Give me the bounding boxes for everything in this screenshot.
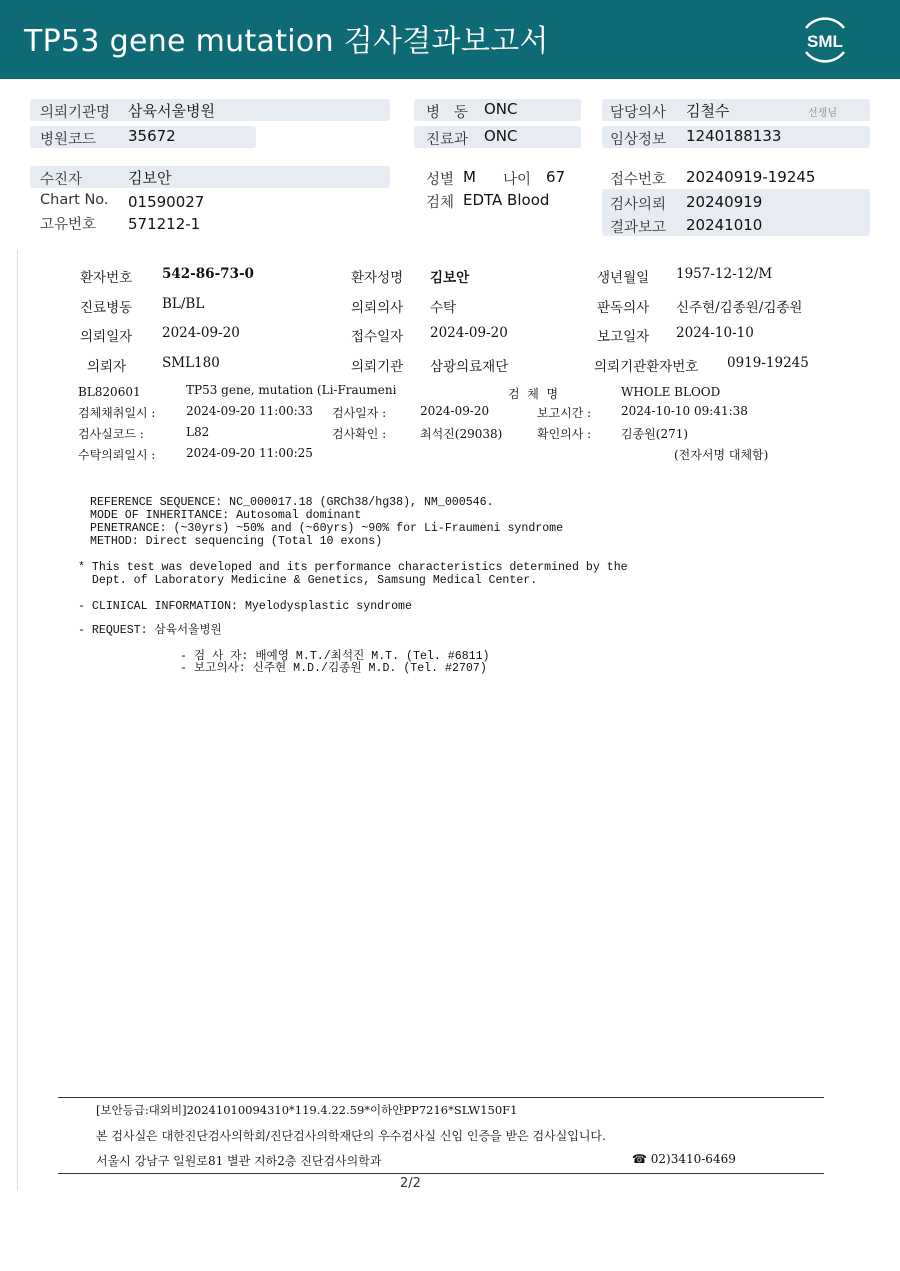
reviewer-value: 신주현/김종원/김종원: [676, 300, 803, 316]
verify-value: 최석진(29038): [420, 427, 503, 441]
requester-value: SML180: [162, 355, 220, 371]
sml-logo-icon: [797, 12, 853, 68]
reviewer-label: 판독의사: [597, 300, 650, 316]
ref-line-4: METHOD: Direct sequencing (Total 10 exons): [90, 535, 383, 548]
report-title: TP53 gene mutation 검사결과보고서: [24, 24, 549, 59]
repdate-label: 보고일자: [597, 329, 650, 345]
doc-specimen-label: 검 체 명: [508, 387, 559, 401]
pname-label: 환자성명: [351, 270, 404, 286]
dob-label: 생년월일: [597, 270, 650, 286]
verify-label: 검사확인 :: [332, 427, 387, 441]
physician-label: 의뢰의사: [351, 300, 404, 316]
uid-value: 571212-1: [128, 215, 201, 233]
dward-value: BL/BL: [162, 296, 205, 312]
doctor-value: 김철수: [686, 102, 730, 120]
physician-value: 수탁: [430, 300, 457, 316]
patient-row: [30, 166, 390, 188]
dob-value: 1957-12-12/M: [676, 266, 773, 282]
footer-bottom-rule: [58, 1173, 824, 1174]
request-info: - REQUEST: 삼육서울병원: [78, 624, 222, 637]
specimen-value: EDTA Blood: [463, 191, 550, 209]
req-label: 검사의뢰: [610, 197, 667, 213]
footer-top-rule: [58, 1097, 824, 1098]
instno-label: 의뢰기관환자번호: [594, 359, 699, 375]
age-label: 나이: [503, 172, 532, 188]
address-line: 서울시 강남구 일원로81 별관 지하2층 진단검사의학과: [96, 1154, 382, 1168]
ref-line-1: REFERENCE SEQUENCE: NC_000017.18 (GRCh38/hg38), NM_000546.: [90, 496, 494, 509]
reporter-info: - 보고의사: 신주현 M.D./김종원 M.D. (Tel. #2707): [180, 662, 487, 675]
collect-value: 2024-09-20 11:00:33: [186, 404, 313, 418]
ref-line-2: MODE OF INHERITANCE: Autosomal dominant: [90, 509, 362, 522]
patient-value: 김보안: [128, 169, 172, 187]
inst-label: 의뢰기관: [351, 359, 404, 375]
ref-org-label: 의뢰기관명: [40, 105, 111, 121]
testdate-label: 검사일자 :: [332, 406, 387, 420]
report-label: 결과보고: [610, 220, 667, 236]
receipt-value: 20240919-19245: [686, 168, 816, 186]
note-line-1: * This test was developed and its performance characteristics determined by the: [78, 561, 628, 574]
reqdate-value: 2024-09-20: [162, 325, 240, 341]
reptime-label: 보고시간 :: [537, 406, 592, 420]
scanned-report: [17, 250, 884, 1190]
certification-line: 본 검사실은 대한진단검사의학회/진단검사의학재단의 우수검사실 신임 인증을 받은 검사실입니다.: [96, 1129, 606, 1143]
clinical-info: - CLINICAL INFORMATION: Myelodysplastic syndrome: [78, 600, 412, 613]
confirm-value: 김종원(271): [621, 427, 689, 441]
entrust-value: 2024-09-20 11:00:25: [186, 446, 313, 460]
reqdate-label: 의뢰일자: [80, 329, 133, 345]
test-code: BL820601: [78, 385, 141, 399]
sex-label: 성별: [426, 172, 455, 188]
reptime-value: 2024-10-10 09:41:38: [621, 404, 748, 418]
note-line-2: Dept. of Laboratory Medicine & Genetics, Samsung Medical Center.: [78, 574, 538, 587]
confirm-label: 확인의사 :: [537, 427, 592, 441]
phone-line: ☎ 02)3410-6469: [632, 1152, 736, 1166]
report-value: 20241010: [686, 216, 763, 234]
recdate-value: 2024-09-20: [430, 325, 508, 341]
dward-label: 진료병동: [80, 300, 133, 316]
lab-value: L82: [186, 425, 210, 439]
report-header: [0, 0, 900, 79]
hosp-code-value: 35672: [128, 127, 176, 145]
inst-value: 삼광의료재단: [430, 359, 509, 375]
collect-label: 검체채취일시 :: [78, 406, 156, 420]
clinical-value: 1240188133: [686, 127, 782, 145]
entrust-label: 수탁의뢰일시 :: [78, 448, 156, 462]
tester-info: - 검 사 자: 배예영 M.T./최석진 M.T. (Tel. #6811): [180, 650, 490, 663]
security-line: [보안등급:대외비]20241010094310*119.4.22.59*이하얀PP7216*SLW150F1: [96, 1103, 518, 1117]
hosp-code-label: 병원코드: [40, 132, 97, 148]
pname-value: 김보안: [430, 270, 470, 286]
dept-value: ONC: [484, 127, 518, 145]
doctor-label: 담당의사: [610, 105, 667, 121]
ward-value: ONC: [484, 100, 518, 118]
dept-label: 진료과: [426, 132, 469, 148]
specimen-label: 검체: [426, 195, 455, 211]
uid-label: 고유번호: [40, 217, 97, 233]
chart-value: 01590027: [128, 193, 205, 211]
ref-org-value: 삼육서울병원: [128, 102, 215, 120]
pid-value: 542-86-73-0: [162, 266, 254, 282]
chart-label: Chart No.: [40, 192, 109, 208]
logo-text: SML: [807, 32, 843, 51]
requester-label: 의뢰자: [87, 359, 127, 375]
testdate-value: 2024-09-20: [420, 404, 490, 418]
req-value: 20240919: [686, 193, 763, 211]
ward-label: 병 동: [426, 105, 468, 121]
doc-specimen-value: WHOLE BLOOD: [621, 385, 721, 399]
patient-label: 수진자: [40, 172, 83, 188]
repdate-value: 2024-10-10: [676, 325, 754, 341]
ref-line-3: PENETRANCE: (~30yrs) ~50% and (~60yrs) ~90% for Li-Fraumeni syndrome: [90, 522, 564, 535]
pid-label: 환자번호: [80, 270, 133, 286]
doctor-suffix: 선생님: [808, 108, 837, 119]
esign-note: (전자서명 대체함): [674, 448, 769, 462]
age-value: 67: [546, 168, 566, 186]
lab-label: 검사실코드 :: [78, 427, 144, 441]
receipt-label: 접수번호: [610, 172, 667, 188]
sex-value: M: [463, 168, 476, 186]
test-name: TP53 gene, mutation (Li-Fraumeni: [186, 383, 397, 397]
clinical-label: 임상정보: [610, 132, 667, 148]
page-number: 2/2: [400, 1176, 421, 1191]
instno-value: 0919-19245: [727, 355, 809, 371]
recdate-label: 접수일자: [351, 329, 404, 345]
